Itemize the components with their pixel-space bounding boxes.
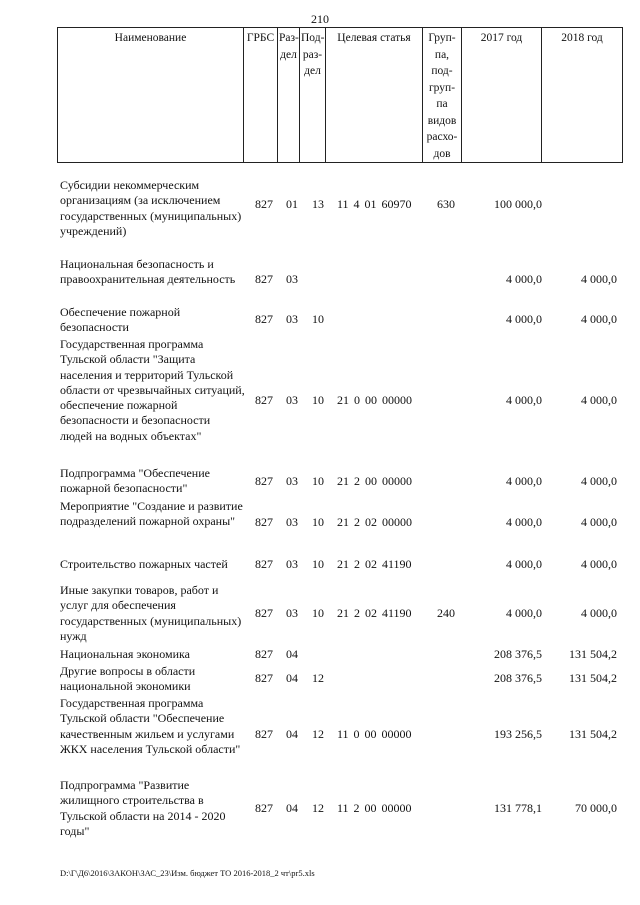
header-year-2017: 2017 год [462,28,542,163]
row-name: Иные закупки товаров, работ и услуг для обеспечения государственных (муниципальных) нужд [60,583,242,643]
row-razdel: 03 [286,606,298,620]
row-amount-2018: 131 504,2 [569,671,617,685]
row-grbs: 827 [255,474,273,488]
row-amount-2018: 4 000,0 [581,272,617,286]
row-grbs: 827 [255,197,273,211]
header-target: Целевая статья [326,28,423,163]
row-podrazdel: 10 [312,515,324,529]
row-amount-2017: 208 376,5 [494,671,542,685]
row-grbs: 827 [255,727,273,741]
row-name: Обеспечение пожарной безопасности [60,305,181,335]
row-amount-2017: 100 000,0 [494,197,542,211]
row-razdel: 04 [286,727,298,741]
row-amount-2017: 4 000,0 [506,312,542,326]
row-target: 11 2 00 00000 [337,801,412,815]
row-amount-2017: 4 000,0 [506,272,542,286]
row-razdel: 01 [286,197,298,211]
row-razdel: 03 [286,272,298,286]
row-amount-2017: 4 000,0 [506,474,542,488]
row-grbs: 827 [255,606,273,620]
row-razdel: 04 [286,647,298,661]
row-podrazdel: 10 [312,606,324,620]
row-name: Государственная программа Тульской области "Обеспечение качественным жильем и услугами ЖКХ населения Тульской области" [60,696,241,756]
row-grbs: 827 [255,801,273,815]
row-amount-2018: 4 000,0 [581,312,617,326]
row-grbs: 827 [255,393,273,407]
row-amount-2018: 70 000,0 [575,801,617,815]
header-year-2018: 2018 год [542,28,623,163]
row-grbs: 827 [255,557,273,571]
row-razdel: 03 [286,393,298,407]
row-razdel: 04 [286,801,298,815]
row-grbs: 827 [255,671,273,685]
row-amount-2018: 4 000,0 [581,515,617,529]
row-target: 11 4 01 60970 [337,197,412,211]
row-amount-2017: 4 000,0 [506,557,542,571]
row-vid: 240 [437,606,455,620]
header-grbs: ГРБС [244,28,278,163]
row-podrazdel: 12 [312,727,324,741]
row-amount-2018: 131 504,2 [569,647,617,661]
row-amount-2017: 193 256,5 [494,727,542,741]
row-podrazdel: 10 [312,312,324,326]
file-path-footer: D:\Г\Д6\2016\ЗАКОН\ЗАС_23\Изм. бюджет ТО 2016-2018_2 чт\pr5.xls [60,868,315,878]
row-razdel: 03 [286,474,298,488]
row-target: 21 2 02 41190 [337,557,412,571]
header-name: Наименование [58,28,244,163]
row-podrazdel: 13 [312,197,324,211]
row-name: Национальная безопасность и правоохранительная деятельность [60,257,236,287]
row-amount-2018: 4 000,0 [581,557,617,571]
row-name: Национальная экономика [60,647,190,661]
row-target: 21 2 02 00000 [337,515,412,529]
row-grbs: 827 [255,272,273,286]
row-name: Строительство пожарных частей [60,557,228,571]
row-amount-2018: 4 000,0 [581,393,617,407]
row-podrazdel: 12 [312,671,324,685]
row-name: Подпрограмма "Обеспечение пожарной безопасности" [60,466,210,496]
row-target: 21 0 00 00000 [337,393,412,407]
row-name: Мероприятие "Создание и развитие подразделений пожарной охраны" [60,499,243,529]
row-podrazdel: 12 [312,801,324,815]
row-grbs: 827 [255,312,273,326]
header-razdel: Раз- дел [278,28,300,163]
row-amount-2018: 4 000,0 [581,606,617,620]
row-grbs: 827 [255,515,273,529]
row-name: Другие вопросы в области национальной экономики [60,664,196,694]
row-target: 21 2 02 41190 [337,606,412,620]
row-amount-2017: 4 000,0 [506,393,542,407]
row-razdel: 04 [286,671,298,685]
row-podrazdel: 10 [312,557,324,571]
row-grbs: 827 [255,647,273,661]
row-name: Подпрограмма "Развитие жилищного строительства в Тульской области на 2014 - 2020 годы" [60,778,226,838]
row-vid: 630 [437,197,455,211]
row-podrazdel: 10 [312,393,324,407]
row-amount-2018: 4 000,0 [581,474,617,488]
row-razdel: 03 [286,515,298,529]
row-target: 21 2 00 00000 [337,474,412,488]
row-target: 11 0 00 00000 [337,727,412,741]
row-razdel: 03 [286,557,298,571]
header-vid: Груп- па, под- груп- па видов расхо- дов [423,28,462,163]
row-name: Государственная программа Тульской области "Защита населения и территорий Тульской области от чрезвычайных ситуаций, обеспечение пожарной безопасности и безопасности людей на водных объектах" [60,337,245,443]
row-amount-2017: 4 000,0 [506,606,542,620]
row-amount-2018: 131 504,2 [569,727,617,741]
row-amount-2017: 131 778,1 [494,801,542,815]
row-amount-2017: 4 000,0 [506,515,542,529]
row-podrazdel: 10 [312,474,324,488]
row-name: Субсидии некоммерческим организациям (за исключением государственных (муниципальных) учреждений) [60,178,242,238]
row-razdel: 03 [286,312,298,326]
page-number: 210 [311,12,329,26]
row-amount-2017: 208 376,5 [494,647,542,661]
header-podrazdel: Под- раз- дел [300,28,326,163]
